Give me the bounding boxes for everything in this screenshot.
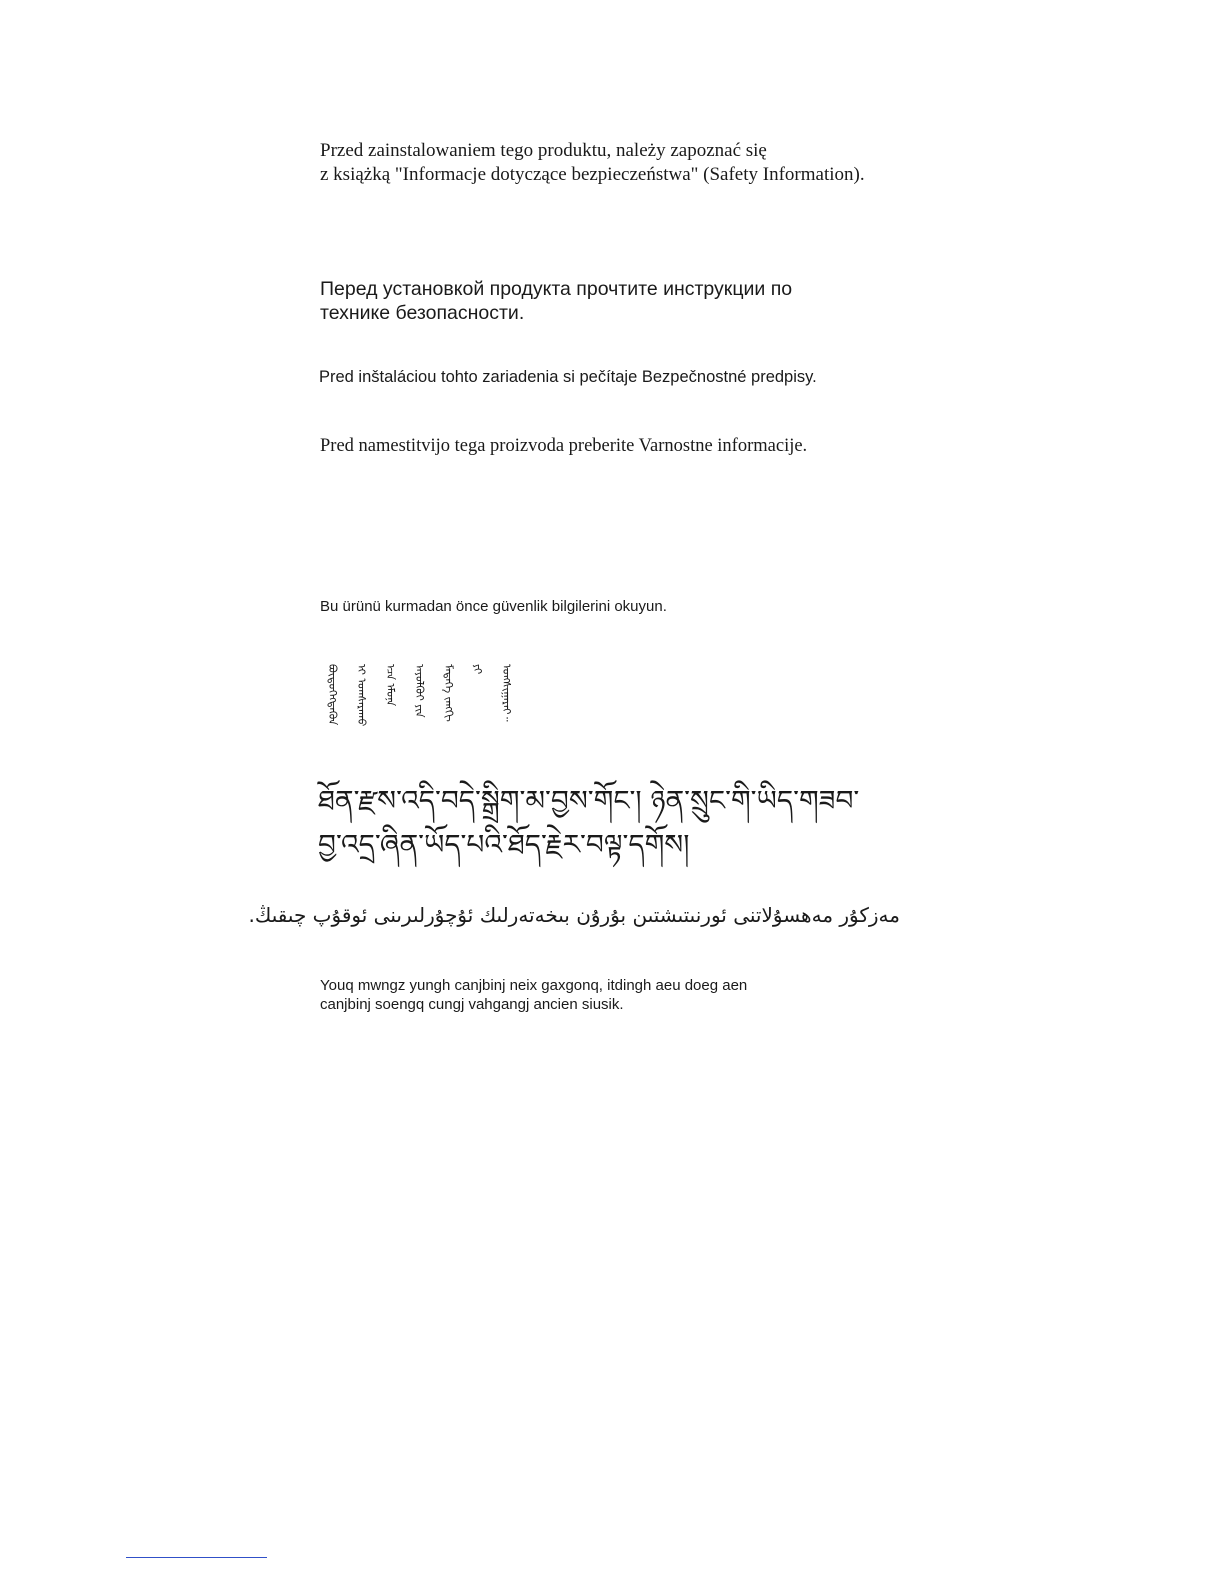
zhuang-safety-notice (320, 976, 747, 1014)
polish-notice-line-1: Przed zainstalowaniem tego produktu, należy zapoznać się (320, 140, 767, 161)
slovenian-safety-notice (320, 435, 807, 457)
mongolian-safety-notice: ᠪᠦᠲᠦᠭᠡᠭᠳᠡᠬᠦᠨ ᠢ ᠤᠭᠰᠠᠷᠠᠬᠤ ᠡᠴᠡ ᠡᠮᠦᠨᠡ ᠠᠶᠤᠯᠭᠦᠢ ᠶᠢᠨ ᠮᠡᠳᠡᠭᠡ ᠵᠠᠩᠭᠢ ᠶᠢ ᠤᠩᠰᠢᠭᠠᠷᠠᠢ᠃ (326, 664, 513, 727)
slovak-safety-notice (319, 367, 817, 387)
polish-safety-notice (320, 139, 865, 187)
tibetan-notice-line-1: ཐོན་རྫས་འདི་བདེ་སྒྲིག་མ་བྱས་གོང་། ཉེན་སྲུང་གི་ཡིད་གཟབ་ (318, 784, 860, 817)
turkish-notice-line-1: Bu ürünü kurmadan önce güvenlik bilgilerini okuyun. (320, 598, 667, 615)
slovenian-notice-line-1: Pred namestitvijo tega proizvoda preberite Varnostne informacije. (320, 436, 808, 456)
zhuang-notice-line-1: Youq mwngz yungh canjbinj neix gaxgonq, itdingh aeu doeg aen (320, 977, 748, 994)
zhuang-notice-line-2: canjbinj soengq cungj vahgangj ancien siusik. (320, 996, 624, 1013)
russian-notice-line-1: Перед установкой продукта прочтите инструкции по (320, 278, 793, 300)
tibetan-safety-notice (318, 779, 859, 867)
tibetan-notice-line-2: བྱ་འདྲ་ཞིན་ཡོད་པའི་ཐོད་རྗེར་བལྟ་དགོས། (318, 828, 690, 861)
russian-notice-line-2: технике безопасности. (320, 302, 525, 324)
uyghur-notice-line-1: مەزكۇر مەھسۇلاتنى ئورنىتىشتىن بۇرۇن بىخەتەرلىك ئۇچۇرلىرىنى ئوقۇپ چىقىڭ. (248, 903, 900, 927)
footnote-separator (126, 1557, 267, 1558)
polish-notice-line-2: z książką "Informacje dotyczące bezpieczeństwa" (Safety Information). (320, 164, 865, 185)
russian-safety-notice (320, 277, 792, 325)
uyghur-safety-notice (249, 900, 900, 930)
turkish-safety-notice (320, 598, 667, 616)
slovak-notice-line-1: Pred inštaláciou tohto zariadenia si pečítaje Bezpečnostné predpisy. (319, 368, 817, 386)
